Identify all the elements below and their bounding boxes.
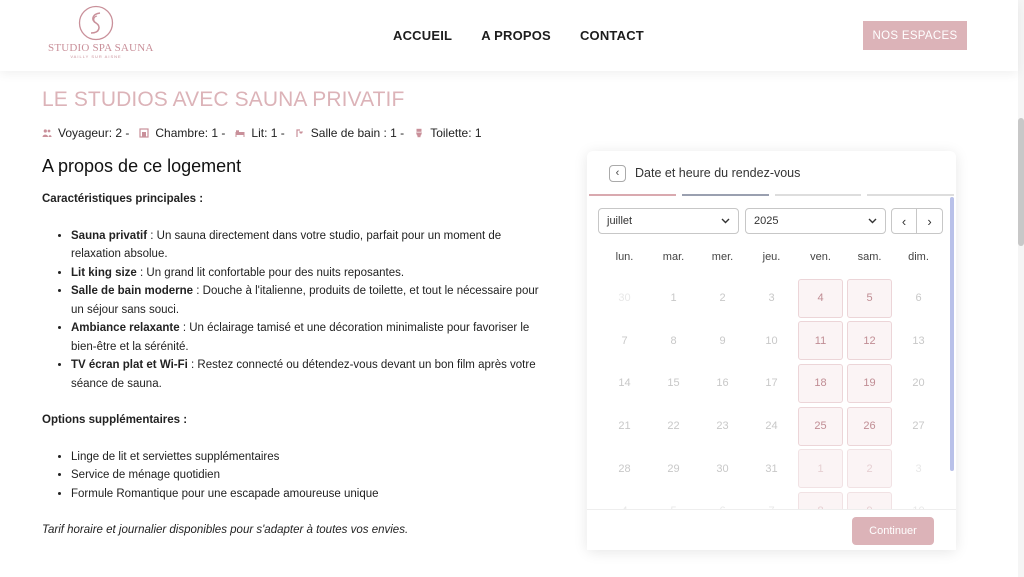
calendar-day: 6: [915, 292, 922, 305]
page-scrollbar-thumb[interactable]: [1018, 118, 1024, 246]
step-1: [589, 194, 676, 196]
calendar-day-available[interactable]: 4: [796, 277, 845, 320]
weekday-label: mar.: [662, 251, 685, 263]
calendar-day-available[interactable]: 18: [796, 362, 845, 405]
calendar-day: 8: [670, 334, 677, 347]
nav-contact[interactable]: CONTACT: [579, 28, 644, 43]
calendar-day: 31: [765, 462, 778, 475]
month-nav: [891, 208, 943, 234]
shower-icon: [295, 128, 305, 138]
continue-button[interactable]: Continuer: [852, 517, 934, 545]
calendar-day: 7: [621, 334, 628, 347]
weekday-label: jeu.: [762, 251, 781, 263]
list-item: • Formule Romantique pour une escapade amoureuse unique: [71, 485, 542, 504]
weekday-label: mer.: [711, 251, 734, 263]
calendar-day: 21: [618, 420, 631, 433]
widget-scrollbar[interactable]: [950, 197, 954, 471]
month-year-controls: [598, 208, 943, 234]
step-3: [775, 194, 862, 196]
chevron-down-icon: [721, 218, 730, 224]
feature-guests: [42, 126, 129, 140]
feature-bathrooms-text: Salle de bain : 1 -: [310, 126, 405, 140]
step-2: [682, 194, 769, 196]
weekday-label: dim.: [908, 251, 929, 263]
calendar-day: 3: [915, 462, 922, 475]
calendar-day: 2: [719, 292, 726, 305]
calendar-day: 27: [912, 420, 925, 433]
calendar-day: 23: [716, 420, 729, 433]
door-icon: [139, 128, 149, 138]
calendar-day: 1: [670, 292, 677, 305]
calendar-day: 14: [618, 377, 631, 390]
month-value: juillet: [607, 215, 633, 227]
weekday-label: sam.: [857, 251, 882, 263]
calendar-day: 10: [765, 334, 778, 347]
step-4: [867, 194, 954, 196]
prev-month-button[interactable]: [891, 208, 917, 234]
nos-espaces-button[interactable]: NOS ESPACES: [863, 21, 967, 50]
main-features-list: [71, 227, 542, 394]
calendar-day: 28: [618, 462, 631, 475]
calendar-day: 13: [912, 334, 925, 347]
list-item: • Linge de lit et serviettes supplémentaires: [71, 448, 542, 467]
feature-toilets: [414, 126, 481, 140]
booking-steps: [587, 194, 956, 197]
back-button[interactable]: [609, 165, 626, 182]
list-item: • Sauna privatif : Un sauna directement dans votre studio, parfait pour un moment de relaxation absolue.: [71, 227, 542, 264]
list-item: • Service de ménage quotidien: [71, 466, 542, 485]
feature-toilets-text: Toilette: 1: [430, 126, 482, 140]
bed-icon: [235, 128, 245, 138]
options-heading: Options supplémentaires :: [42, 414, 188, 426]
options-list: [71, 448, 542, 504]
calendar-day: 16: [716, 377, 729, 390]
calendar-days: [600, 277, 943, 501]
calendar-day-available[interactable]: 19: [845, 362, 894, 405]
logo-subtitle: VAILLY SUR AISNE: [70, 54, 122, 59]
chevron-left-icon: ‹: [901, 213, 907, 229]
calendar-day: 30: [618, 292, 631, 305]
calendar-day-available[interactable]: 26: [845, 405, 894, 448]
list-item: • Salle de bain moderne : Douche à l'italienne, produits de toilette, et tout le nécessaire pour un séjour sans souci.: [71, 282, 542, 319]
calendar-day-available[interactable]: 5: [845, 277, 894, 320]
calendar-day: 29: [667, 462, 680, 475]
calendar-day: 30: [716, 462, 729, 475]
booking-widget: [587, 151, 956, 550]
listing-title: LE STUDIOS AVEC SAUNA PRIVATIF: [42, 88, 405, 111]
feature-beds: [235, 126, 284, 140]
feature-rooms: [139, 126, 225, 140]
weekday-label: lun.: [615, 251, 634, 263]
calendar: [600, 245, 943, 501]
calendar-day-available[interactable]: 12: [845, 320, 894, 363]
logo-mark-icon: [78, 5, 114, 41]
chevron-down-icon: [868, 218, 877, 224]
nav-a-propos[interactable]: A PROPOS: [481, 28, 551, 43]
toilet-icon: [414, 128, 424, 138]
logo-name: STUDIO SPA SAUNA: [48, 42, 154, 54]
feature-guests-text: Voyageur: 2 -: [58, 126, 130, 140]
list-item: • Lit king size : Un grand lit confortable pour des nuits reposantes.: [71, 264, 542, 283]
people-icon: [42, 128, 52, 138]
calendar-day-available[interactable]: 11: [796, 320, 845, 363]
calendar-day: 24: [765, 420, 778, 433]
calendar-day: 20: [912, 377, 925, 390]
year-value: 2025: [754, 215, 779, 227]
nav-accueil[interactable]: ACCUEIL: [393, 28, 453, 43]
main-nav: [393, 28, 644, 43]
listing-features: [42, 126, 492, 140]
year-select[interactable]: [745, 208, 886, 234]
logo[interactable]: [48, 5, 154, 65]
calendar-day: 9: [719, 334, 726, 347]
chevron-left-icon: ‹: [615, 167, 620, 179]
weekday-header: [600, 245, 943, 270]
list-item: • Ambiance relaxante : Un éclairage tamisé et une décoration minimaliste pour favoriser le bien-être et la sérénité.: [71, 319, 542, 356]
about-heading: A propos de ce logement: [42, 156, 242, 176]
list-item: • TV écran plat et Wi-Fi : Restez connecté ou détendez-vous devant un bon film après votre séance de sauna.: [71, 356, 542, 393]
listing-description: [42, 190, 542, 540]
calendar-day-available[interactable]: 25: [796, 405, 845, 448]
main-features-heading: Caractéristiques principales :: [42, 193, 204, 205]
calendar-day-available[interactable]: 1: [796, 447, 845, 490]
booking-header: [587, 151, 956, 195]
pricing-note: Tarif horaire et journalier disponibles pour s'adapter à toutes vos envies.: [42, 524, 409, 536]
chevron-right-icon: ›: [927, 213, 932, 229]
month-select[interactable]: [598, 208, 739, 234]
calendar-day: 22: [667, 420, 680, 433]
page-scrollbar-track[interactable]: [1018, 0, 1024, 577]
booking-title: Date et heure du rendez-vous: [635, 166, 801, 180]
calendar-day: 3: [768, 292, 775, 305]
weekday-label: ven.: [810, 251, 831, 263]
calendar-day-available[interactable]: 2: [845, 447, 894, 490]
feature-beds-text: Lit: 1 -: [251, 126, 285, 140]
site-header: [0, 0, 1018, 71]
feature-bathrooms: [295, 126, 404, 140]
booking-footer: [587, 509, 956, 550]
next-month-button[interactable]: [917, 208, 943, 234]
calendar-day: 15: [667, 377, 680, 390]
feature-rooms-text: Chambre: 1 -: [155, 126, 226, 140]
calendar-day: 17: [765, 377, 778, 390]
